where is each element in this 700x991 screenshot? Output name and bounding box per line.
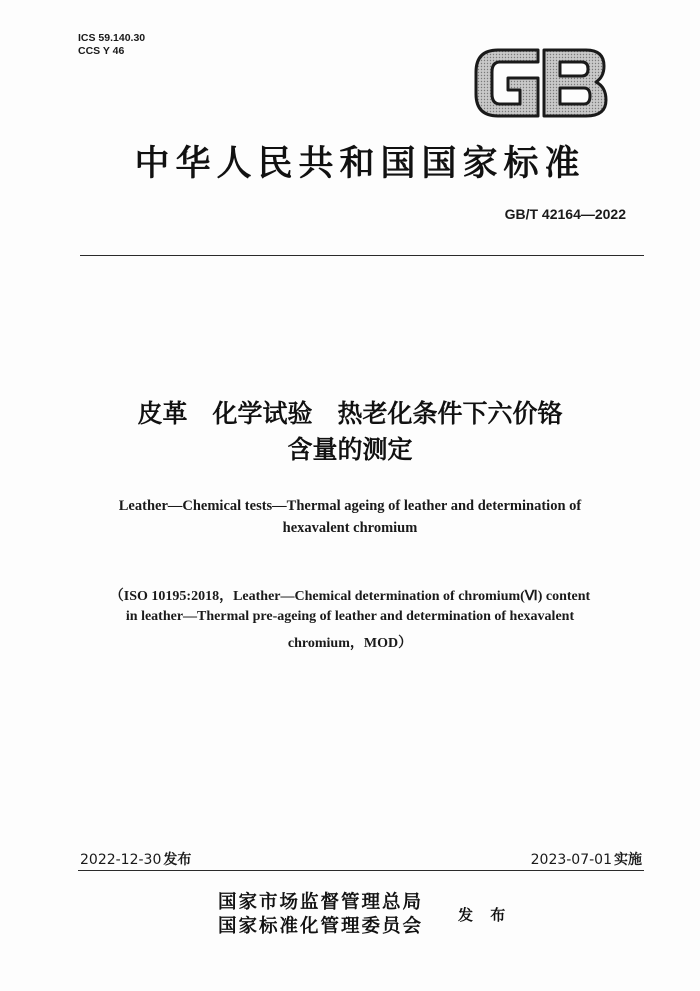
publish-label: 发布 <box>163 852 192 868</box>
ccs-code: CCS Y 46 <box>78 45 125 57</box>
header-divider <box>80 255 644 256</box>
publish-date: 2022-12-30 <box>80 852 162 868</box>
iso-reference-line1: （ISO 10195:2018，Leather—Chemical determination of chromium(Ⅵ) content <box>109 589 591 604</box>
classification-codes <box>78 32 145 58</box>
issuing-authorities <box>218 891 423 939</box>
issue-label: 发 布 <box>458 906 512 924</box>
title-en-line2: hexavalent chromium <box>282 520 418 536</box>
effective-date: 2023-07-01 <box>530 852 612 868</box>
standard-name: 中华人民共和国国家标准 <box>134 143 586 184</box>
title-en-line1: Leather—Chemical tests—Thermal ageing of leather and determination of <box>118 498 582 514</box>
issuer-samr: 国家市场监督管理总局 <box>218 892 424 913</box>
publish-date-block <box>80 849 191 869</box>
ics-code: ICS 59.140.30 <box>78 32 146 44</box>
footer-divider <box>78 870 644 871</box>
iso-reference-line2: in leather—Thermal pre-ageing of leather and determination of hexavalent <box>125 609 575 624</box>
title-cn-line1: 皮革 化学试验 热老化条件下六价铬 <box>137 399 563 428</box>
gb-logo-icon <box>468 44 612 122</box>
iso-reference-line3: chromium，MOD） <box>287 636 413 651</box>
effective-label: 实施 <box>614 852 642 868</box>
effective-date-block <box>531 849 642 869</box>
standard-code: GB/T 42164—2022 <box>504 206 626 222</box>
issuer-sac: 国家标准化管理委员会 <box>218 916 424 937</box>
title-cn-line2: 含量的测定 <box>287 435 413 464</box>
